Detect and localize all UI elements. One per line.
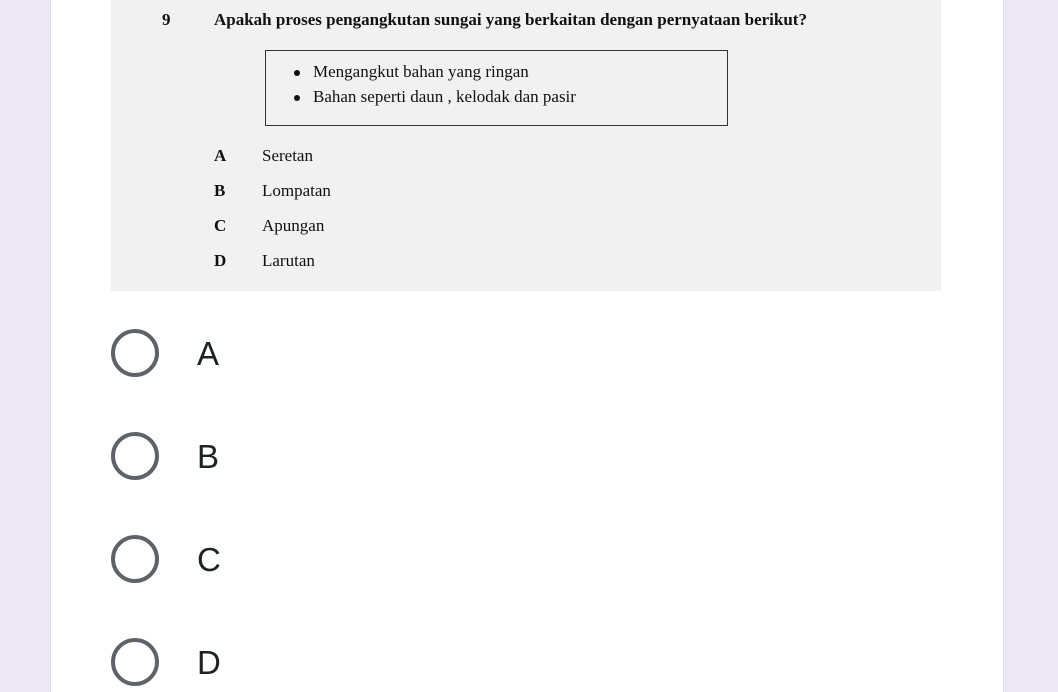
choice-label[interactable]: D — [197, 644, 221, 681]
image-option-d — [214, 251, 315, 271]
question-card — [50, 0, 1004, 692]
choice-label[interactable]: C — [197, 541, 221, 578]
image-option-b — [214, 181, 331, 201]
choice-label[interactable]: B — [197, 438, 220, 475]
choice-c[interactable] — [111, 529, 411, 589]
question-image — [111, 0, 941, 291]
statement-item: Mengangkut bahan yang ringan — [313, 62, 529, 81]
image-option-letter: A — [214, 146, 227, 165]
choice-label[interactable]: A — [197, 335, 220, 372]
image-option-text: Apungan — [262, 216, 325, 235]
radio-button-a[interactable] — [111, 329, 159, 377]
radio-button-c[interactable] — [111, 535, 159, 583]
radio-button-d[interactable] — [111, 638, 159, 686]
statement-box — [265, 50, 728, 126]
image-option-text: Larutan — [262, 251, 315, 270]
radio-button-b[interactable] — [111, 432, 159, 480]
image-option-text: Lompatan — [262, 181, 331, 200]
choice-d[interactable] — [111, 632, 411, 692]
image-option-a — [214, 146, 313, 166]
image-option-letter: B — [214, 181, 226, 200]
choice-b[interactable] — [111, 426, 411, 486]
statement-item: Bahan seperti daun , kelodak dan pasir — [313, 87, 576, 106]
image-option-letter: D — [214, 251, 227, 270]
choice-a[interactable] — [111, 323, 411, 383]
image-option-c — [214, 216, 324, 236]
question-text: Apakah proses pengangkutan sungai yang berkaitan dengan pernyataan berikut? — [214, 10, 807, 29]
image-option-letter: C — [214, 216, 227, 235]
question-number: 9 — [162, 10, 171, 29]
image-option-text: Seretan — [262, 146, 313, 165]
